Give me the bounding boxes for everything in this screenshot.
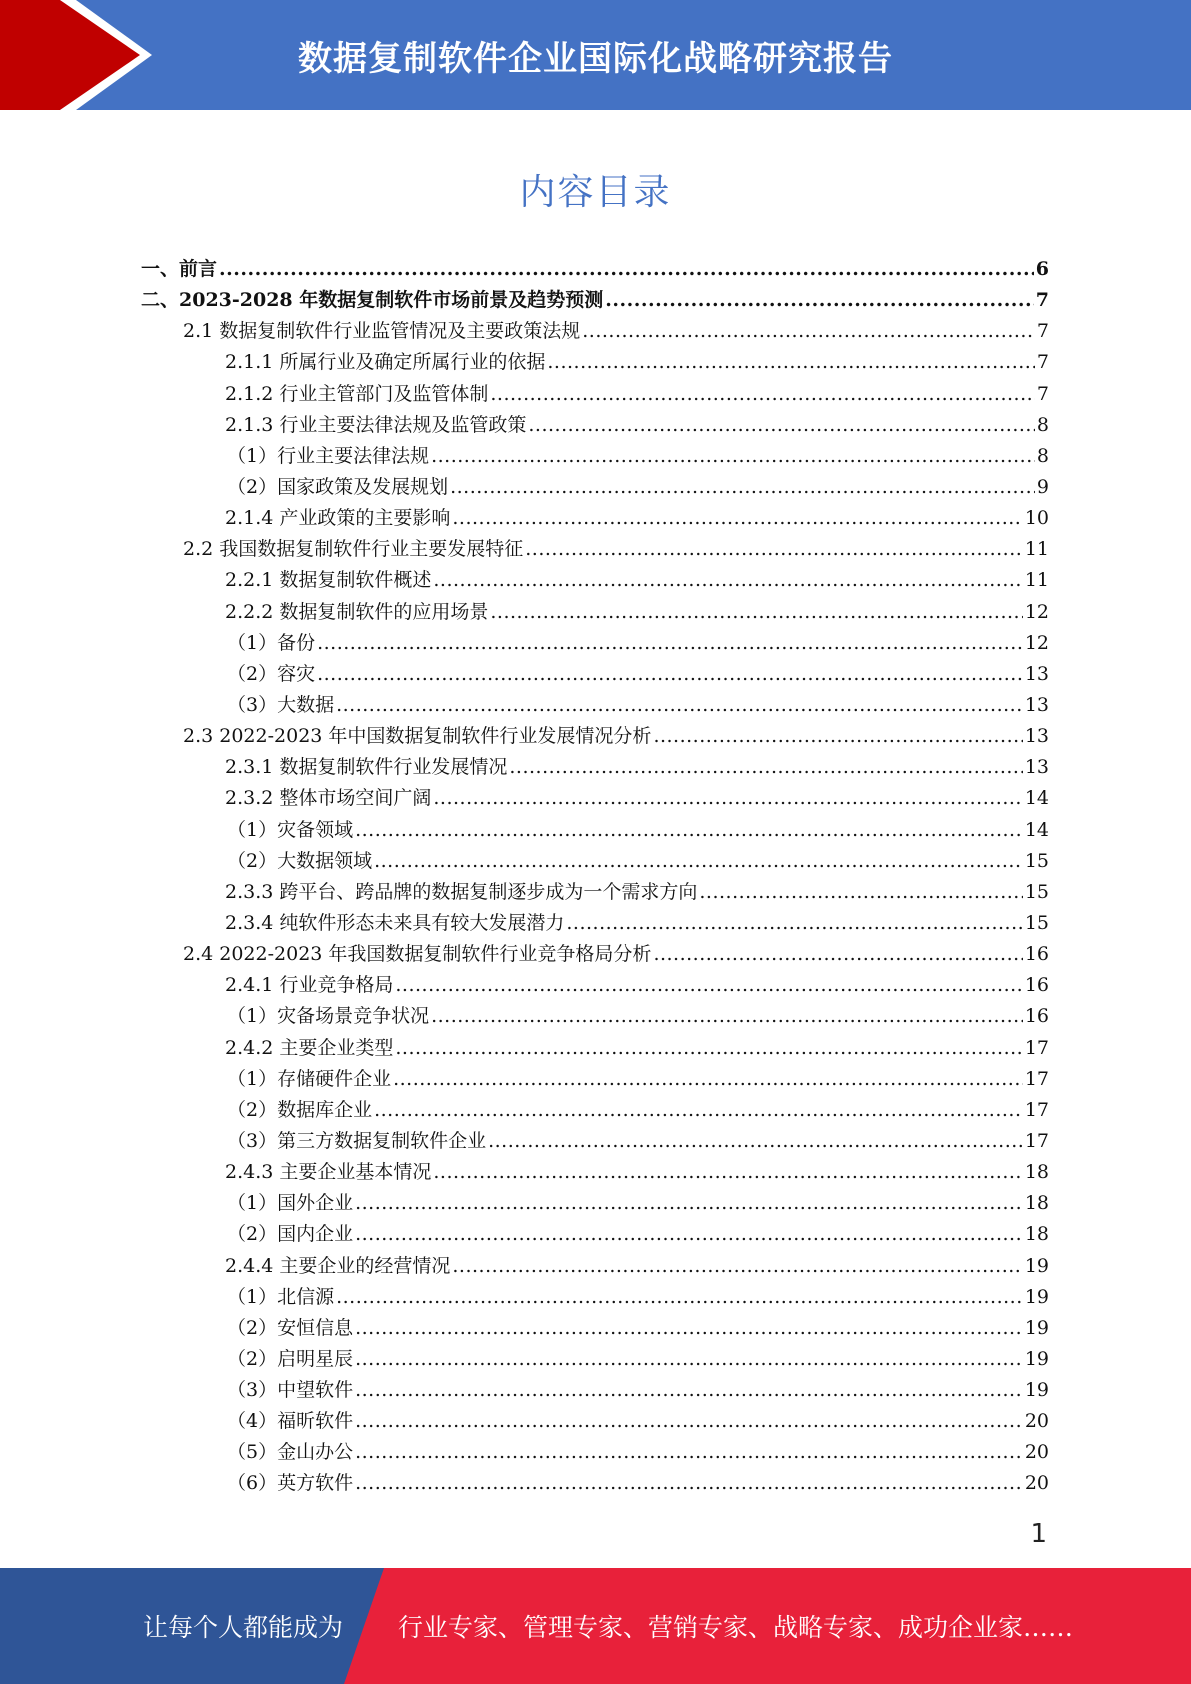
toc-entry[interactable] bbox=[141, 659, 1049, 690]
toc-dot-leader bbox=[431, 1001, 1023, 1032]
toc-dot-leader bbox=[433, 783, 1022, 814]
toc-entry[interactable] bbox=[141, 410, 1049, 441]
toc-entry[interactable] bbox=[141, 1126, 1049, 1157]
toc-entry-title: （2）安恒信息 bbox=[227, 1316, 354, 1339]
toc-dot-leader bbox=[452, 1251, 1022, 1282]
toc-entry-page: 16 bbox=[1024, 974, 1049, 997]
toc-entry-title: （3）大数据 bbox=[227, 693, 335, 716]
toc-entry-title: （1）行业主要法律法规 bbox=[227, 444, 430, 467]
toc-entry-page: 19 bbox=[1024, 1254, 1049, 1277]
toc-entry-title: （5）金山办公 bbox=[227, 1441, 354, 1464]
toc-dot-leader bbox=[528, 410, 1035, 441]
toc-dot-leader bbox=[395, 1033, 1022, 1064]
toc-entry-title: （6）英方软件 bbox=[227, 1472, 354, 1495]
page-number: 1 bbox=[1030, 1519, 1047, 1549]
toc-dot-leader bbox=[355, 1313, 1023, 1344]
toc-entry[interactable] bbox=[141, 1033, 1049, 1064]
toc-entry-page: 17 bbox=[1024, 1129, 1049, 1152]
toc-entry[interactable] bbox=[141, 1406, 1049, 1437]
toc-entry[interactable] bbox=[141, 721, 1049, 752]
report-title: 数据复制软件企业国际化战略研究报告 bbox=[298, 38, 893, 79]
toc-dot-leader bbox=[355, 1437, 1023, 1468]
toc-entry-title: 一、前言 bbox=[141, 258, 218, 280]
toc-entry-page: 13 bbox=[1024, 662, 1049, 685]
toc-entry-title: （1）灾备领域 bbox=[227, 818, 354, 841]
toc-entry-page: 12 bbox=[1024, 631, 1049, 654]
toc-entry-page: 10 bbox=[1024, 507, 1049, 530]
toc-entry-page: 18 bbox=[1024, 1161, 1049, 1184]
toc-entry-title: 2.2 我国数据复制软件行业主要发展特征 bbox=[183, 538, 524, 561]
toc-dot-leader bbox=[566, 908, 1022, 939]
toc-dot-leader bbox=[547, 347, 1035, 378]
toc-entry[interactable] bbox=[141, 1095, 1049, 1126]
toc-dot-leader bbox=[699, 877, 1022, 908]
toc-entry-title: 2.1.2 行业主管部门及监管体制 bbox=[225, 382, 489, 405]
toc-entry[interactable] bbox=[141, 752, 1049, 783]
toc-entry[interactable] bbox=[141, 1219, 1049, 1250]
toc-entry-page: 6 bbox=[1035, 258, 1049, 280]
toc-entry[interactable] bbox=[141, 877, 1049, 908]
toc-entry[interactable] bbox=[141, 1001, 1049, 1032]
toc-dot-leader bbox=[393, 1064, 1023, 1095]
toc-entry[interactable] bbox=[141, 1313, 1049, 1344]
toc-entry-page: 17 bbox=[1024, 1036, 1049, 1059]
toc-entry-page: 7 bbox=[1036, 382, 1049, 405]
toc-dot-leader bbox=[653, 939, 1022, 970]
toc-dot-leader bbox=[317, 659, 1023, 690]
toc-entry-title: 2.1.3 行业主要法律法规及监管政策 bbox=[225, 413, 527, 436]
toc-entry[interactable] bbox=[141, 285, 1049, 316]
toc-dot-leader bbox=[355, 1406, 1023, 1437]
toc-dot-leader bbox=[336, 690, 1023, 721]
toc-entry[interactable] bbox=[141, 1375, 1049, 1406]
toc-entry-title: （2）国内企业 bbox=[227, 1223, 354, 1246]
toc-entry-title: 2.4.4 主要企业的经营情况 bbox=[225, 1254, 451, 1277]
toc-dot-leader bbox=[355, 1219, 1023, 1250]
toc-entry-title: 2.4.1 行业竞争格局 bbox=[225, 974, 394, 997]
red-arrow-shape bbox=[0, 0, 150, 110]
toc-dot-leader bbox=[219, 254, 1034, 285]
toc-entry-page: 7 bbox=[1035, 289, 1049, 312]
toc-dot-leader bbox=[355, 1344, 1023, 1375]
toc-entry[interactable] bbox=[141, 1468, 1049, 1499]
toc-entry[interactable] bbox=[141, 970, 1049, 1001]
toc-dot-leader bbox=[490, 597, 1022, 628]
toc-entry-title: （2）大数据领域 bbox=[227, 849, 373, 872]
toc-entry-page: 14 bbox=[1024, 787, 1049, 810]
toc-entry[interactable] bbox=[141, 1344, 1049, 1375]
toc-dot-leader bbox=[653, 721, 1022, 752]
toc-entry[interactable] bbox=[141, 316, 1049, 347]
toc-entry-title: （2）数据库企业 bbox=[227, 1098, 373, 1121]
toc-dot-leader bbox=[374, 846, 1023, 877]
toc-entry[interactable] bbox=[141, 783, 1049, 814]
toc-dot-leader bbox=[431, 441, 1035, 472]
toc-dot-leader bbox=[605, 285, 1034, 316]
toc-entry-page: 14 bbox=[1024, 818, 1049, 841]
toc-entry-page: 11 bbox=[1024, 569, 1049, 592]
toc-dot-leader bbox=[433, 565, 1022, 596]
toc-entry-title: （2）国家政策及发展规划 bbox=[227, 475, 449, 498]
toc-entry[interactable] bbox=[141, 908, 1049, 939]
toc-entry-title: 二、2023-2028 年数据复制软件市场前景及趋势预测 bbox=[141, 289, 604, 312]
toc-entry-title: 2.1.1 所属行业及确定所属行业的依据 bbox=[225, 351, 546, 374]
toc-entry-title: 2.3.2 整体市场空间广阔 bbox=[225, 787, 432, 810]
toc-dot-leader bbox=[433, 1157, 1022, 1188]
toc-entry-title: （3）中望软件 bbox=[227, 1379, 354, 1402]
toc-dot-leader bbox=[317, 628, 1023, 659]
toc-entry-page: 13 bbox=[1024, 756, 1049, 779]
footer-slogan-right: 行业专家、管理专家、营销专家、战略专家、成功企业家…… bbox=[398, 1613, 1074, 1642]
toc-entry-page: 20 bbox=[1024, 1410, 1049, 1433]
toc-entry-page: 15 bbox=[1024, 849, 1049, 872]
toc-entry-page: 12 bbox=[1024, 600, 1049, 623]
toc-entry[interactable] bbox=[141, 628, 1049, 659]
toc-dot-leader bbox=[395, 970, 1022, 1001]
toc-entry-page: 20 bbox=[1024, 1441, 1049, 1464]
toc-entry-title: （1）备份 bbox=[227, 631, 316, 654]
toc-dot-leader bbox=[355, 1468, 1023, 1499]
toc-entry[interactable] bbox=[141, 1157, 1049, 1188]
toc-entry[interactable] bbox=[141, 939, 1049, 970]
toc-entry-page: 16 bbox=[1024, 943, 1049, 966]
toc-dot-leader bbox=[452, 503, 1022, 534]
toc-entry[interactable] bbox=[141, 254, 1049, 285]
toc-entry[interactable] bbox=[141, 441, 1049, 472]
toc-entry-title: （1）灾备场景竞争状况 bbox=[227, 1005, 430, 1028]
toc-entry-page: 11 bbox=[1024, 538, 1049, 561]
toc-dot-leader bbox=[509, 752, 1022, 783]
toc-entry-page: 19 bbox=[1024, 1347, 1049, 1370]
toc-entry-title: 2.2.1 数据复制软件概述 bbox=[225, 569, 432, 592]
toc-entry-page: 19 bbox=[1024, 1285, 1049, 1308]
toc-entry-page: 13 bbox=[1024, 725, 1049, 748]
toc-entry-title: 2.3.3 跨平台、跨品牌的数据复制逐步成为一个需求方向 bbox=[225, 880, 698, 903]
toc-entry-title: （2）启明星辰 bbox=[227, 1347, 354, 1370]
toc-dot-leader bbox=[488, 1126, 1023, 1157]
toc-entry[interactable] bbox=[141, 472, 1049, 503]
toc-dot-leader bbox=[490, 379, 1035, 410]
toc-entry-page: 16 bbox=[1024, 1005, 1049, 1028]
toc-entry-page: 18 bbox=[1024, 1192, 1049, 1215]
toc-entry[interactable] bbox=[141, 347, 1049, 378]
toc-entry[interactable] bbox=[141, 690, 1049, 721]
toc-entry-title: 2.3.1 数据复制软件行业发展情况 bbox=[225, 756, 508, 779]
toc-entry[interactable] bbox=[141, 846, 1049, 877]
toc-dot-leader bbox=[374, 1095, 1023, 1126]
toc-entry-title: 2.1.4 产业政策的主要影响 bbox=[225, 507, 451, 530]
toc-entry-title: （4）福昕软件 bbox=[227, 1410, 354, 1433]
toc-dot-leader bbox=[525, 534, 1023, 565]
report-header bbox=[0, 0, 1191, 110]
toc-entry-page: 8 bbox=[1036, 444, 1049, 467]
toc-entry-page: 19 bbox=[1024, 1316, 1049, 1339]
table-of-contents bbox=[141, 254, 1049, 1500]
toc-entry-page: 18 bbox=[1024, 1223, 1049, 1246]
toc-entry[interactable] bbox=[141, 503, 1049, 534]
toc-entry-title: 2.3.4 纯软件形态未来具有较大发展潜力 bbox=[225, 911, 565, 934]
toc-entry-page: 7 bbox=[1036, 320, 1049, 343]
toc-entry-title: （1）北信源 bbox=[227, 1285, 335, 1308]
toc-entry-page: 7 bbox=[1036, 351, 1049, 374]
report-footer bbox=[0, 1568, 1191, 1684]
toc-entry-page: 15 bbox=[1024, 880, 1049, 903]
toc-entry[interactable] bbox=[141, 1251, 1049, 1282]
toc-entry[interactable] bbox=[141, 565, 1049, 596]
toc-dot-leader bbox=[355, 1375, 1023, 1406]
toc-entry[interactable] bbox=[141, 1282, 1049, 1313]
toc-entry-page: 19 bbox=[1024, 1379, 1049, 1402]
toc-entry[interactable] bbox=[141, 534, 1049, 565]
toc-dot-leader bbox=[336, 1282, 1023, 1313]
toc-entry-title: 2.1 数据复制软件行业监管情况及主要政策法规 bbox=[183, 320, 581, 343]
toc-entry-title: 2.4.2 主要企业类型 bbox=[225, 1036, 394, 1059]
toc-entry-page: 17 bbox=[1024, 1098, 1049, 1121]
toc-dot-leader bbox=[355, 1188, 1023, 1219]
toc-entry-page: 15 bbox=[1024, 911, 1049, 934]
toc-entry-page: 9 bbox=[1036, 475, 1049, 498]
toc-entry-title: （1）国外企业 bbox=[227, 1192, 354, 1215]
toc-dot-leader bbox=[355, 815, 1023, 846]
toc-dot-leader bbox=[450, 472, 1035, 503]
toc-entry-title: （3）第三方数据复制软件企业 bbox=[227, 1129, 487, 1152]
toc-entry-title: （2）容灾 bbox=[227, 662, 316, 685]
toc-heading: 内容目录 bbox=[519, 172, 672, 213]
toc-entry-title: 2.4 2022-2023 年我国数据复制软件行业竞争格局分析 bbox=[183, 943, 652, 966]
toc-entry[interactable] bbox=[141, 1188, 1049, 1219]
toc-entry[interactable] bbox=[141, 1064, 1049, 1095]
toc-entry-page: 13 bbox=[1024, 693, 1049, 716]
toc-entry[interactable] bbox=[141, 1437, 1049, 1468]
toc-entry-title: （1）存储硬件企业 bbox=[227, 1067, 392, 1090]
toc-entry-title: 2.3 2022-2023 年中国数据复制软件行业发展情况分析 bbox=[183, 725, 652, 748]
toc-entry-title: 2.4.3 主要企业基本情况 bbox=[225, 1161, 432, 1184]
toc-entry-page: 17 bbox=[1024, 1067, 1049, 1090]
toc-entry-title: 2.2.2 数据复制软件的应用场景 bbox=[225, 600, 489, 623]
toc-dot-leader bbox=[582, 316, 1035, 347]
footer-slogan-left: 让每个人都能成为 bbox=[143, 1613, 344, 1642]
toc-entry[interactable] bbox=[141, 379, 1049, 410]
toc-entry[interactable] bbox=[141, 815, 1049, 846]
toc-entry-page: 20 bbox=[1024, 1472, 1049, 1495]
toc-entry[interactable] bbox=[141, 597, 1049, 628]
toc-entry-page: 8 bbox=[1036, 413, 1049, 436]
